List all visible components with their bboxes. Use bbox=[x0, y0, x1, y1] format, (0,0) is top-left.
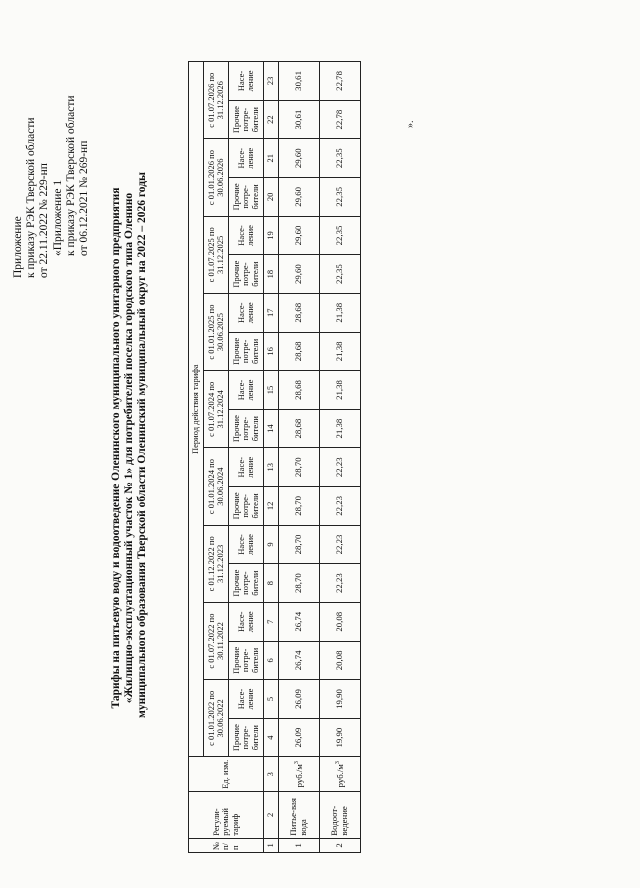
column-number: 15 bbox=[264, 371, 279, 410]
unit-superscript: 3 bbox=[334, 761, 341, 765]
subheader-population: Насе-ление bbox=[229, 293, 264, 332]
table-row bbox=[279, 62, 320, 853]
title-line-2: «Жилищно-эксплуатационный участок № 1» для потребителей поселка городского типа Оленино bbox=[123, 192, 136, 704]
tariff-value: 22,23 bbox=[320, 564, 361, 603]
header-unit: Ед. изм. bbox=[189, 757, 264, 792]
tariff-value: 22,35 bbox=[320, 139, 361, 178]
appendix-old-title: «Приложение 1 bbox=[52, 179, 64, 256]
tariff-value: 22,35 bbox=[320, 216, 361, 255]
subheader-population: Насе-ление bbox=[229, 62, 264, 101]
column-number: 8 bbox=[264, 564, 279, 603]
tariff-value: 19,90 bbox=[320, 718, 361, 757]
tariff-value: 20,08 bbox=[320, 602, 361, 641]
appendix-header-new bbox=[12, 103, 52, 278]
tariff-value: 21,38 bbox=[320, 332, 361, 371]
subheader-population: Насе-ление bbox=[229, 448, 264, 487]
subheader-other-consumers: Прочие потре-бители bbox=[229, 718, 264, 757]
tariff-value: 28,70 bbox=[279, 487, 320, 526]
column-number: 20 bbox=[264, 178, 279, 217]
column-number-row bbox=[264, 62, 279, 853]
column-number: 13 bbox=[264, 448, 279, 487]
tariff-value: 26,09 bbox=[279, 718, 320, 757]
subheader-other-consumers: Прочие потре-бители bbox=[229, 178, 264, 217]
tariff-value: 26,74 bbox=[279, 641, 320, 680]
appendix-date: от 22.11.2022 № 229-нп bbox=[38, 163, 51, 278]
period-row bbox=[204, 62, 229, 853]
title-line-1: Тарифы на питьевую воду и водоотведение Оленинского муниципального унитарного предприятия bbox=[110, 187, 122, 709]
subheader-population: Насе-ление bbox=[229, 602, 264, 641]
appendix-header-old bbox=[52, 46, 92, 256]
tariff-value: 21,38 bbox=[320, 293, 361, 332]
period-header: с 01.07.2024 по 31.12.2024 bbox=[204, 371, 229, 448]
tariff-value: 22,23 bbox=[320, 525, 361, 564]
column-number: 7 bbox=[264, 602, 279, 641]
header-period: Период действия тарифа bbox=[189, 62, 204, 757]
column-number: 22 bbox=[264, 100, 279, 139]
row-number: 1 bbox=[279, 838, 320, 852]
period-header: с 01.07.2025 по 31.12.2025 bbox=[204, 216, 229, 293]
row-unit bbox=[320, 757, 361, 792]
row-unit bbox=[279, 757, 320, 792]
column-number: 6 bbox=[264, 641, 279, 680]
tariff-value: 20,08 bbox=[320, 641, 361, 680]
subheader-other-consumers: Прочие потре-бители bbox=[229, 255, 264, 294]
tariff-value: 22,23 bbox=[320, 448, 361, 487]
column-number: 17 bbox=[264, 293, 279, 332]
subheader-population: Насе-ление bbox=[229, 371, 264, 410]
column-number: 5 bbox=[264, 680, 279, 719]
appendix-old-order: к приказу РЭК Тверской области bbox=[65, 95, 78, 256]
column-number: 23 bbox=[264, 62, 279, 101]
period-header: с 01.01.2026 по 30.06.2026 bbox=[204, 139, 229, 216]
column-number: 1 bbox=[264, 838, 279, 852]
tariff-value: 28,70 bbox=[279, 525, 320, 564]
tariff-value: 22,23 bbox=[320, 487, 361, 526]
table-row bbox=[320, 62, 361, 853]
row-tariff-name: Питье-вая вода bbox=[279, 792, 320, 839]
column-number: 3 bbox=[264, 757, 279, 792]
row-number: 2 bbox=[320, 838, 361, 852]
tariff-value: 22,35 bbox=[320, 178, 361, 217]
subheader-population: Насе-ление bbox=[229, 139, 264, 178]
tariff-value: 28,68 bbox=[279, 371, 320, 410]
closing-quote: ». bbox=[405, 120, 416, 128]
period-header: с 01.01.2024 по 30.06.2024 bbox=[204, 448, 229, 525]
column-number: 2 bbox=[264, 792, 279, 839]
unit-superscript: 3 bbox=[293, 761, 300, 765]
tariff-table bbox=[188, 61, 361, 853]
column-number: 4 bbox=[264, 718, 279, 757]
period-header: с 01.01.2025 по 30.06.2025 bbox=[204, 293, 229, 370]
tariff-value: 29,60 bbox=[279, 216, 320, 255]
period-header: с 01.07.2022 по 30.11.2022 bbox=[204, 602, 229, 679]
tariff-value: 28,68 bbox=[279, 409, 320, 448]
period-header: с 01.01.2022 по 30.06.2022 bbox=[204, 680, 229, 757]
tariff-value: 28,68 bbox=[279, 293, 320, 332]
subheader-population: Насе-ление bbox=[229, 680, 264, 719]
period-header: с 01.07.2026 по 31.12.2026 bbox=[204, 62, 229, 139]
appendix-title: Приложение bbox=[12, 216, 24, 278]
tariff-value: 26,09 bbox=[279, 680, 320, 719]
column-number: 14 bbox=[264, 409, 279, 448]
row-tariff-name: Водоот-ведение bbox=[320, 792, 361, 839]
subheader-other-consumers: Прочие потре-бители bbox=[229, 564, 264, 603]
tariff-value: 28,70 bbox=[279, 448, 320, 487]
tariff-value: 21,38 bbox=[320, 371, 361, 410]
subheader-other-consumers: Прочие потре-бители bbox=[229, 487, 264, 526]
header-number: № п/п bbox=[189, 838, 264, 852]
document-title bbox=[110, 172, 150, 718]
tariff-value: 30,61 bbox=[279, 100, 320, 139]
tariff-value: 29,60 bbox=[279, 139, 320, 178]
tariff-value: 29,60 bbox=[279, 255, 320, 294]
tariff-value: 26,74 bbox=[279, 602, 320, 641]
unit-text: руб./м bbox=[334, 764, 345, 788]
tariff-value: 21,38 bbox=[320, 409, 361, 448]
tariff-value: 22,78 bbox=[320, 100, 361, 139]
subheader-other-consumers: Прочие потре-бители bbox=[229, 409, 264, 448]
tariff-value: 28,68 bbox=[279, 332, 320, 371]
subheader-other-consumers: Прочие потре-бители bbox=[229, 100, 264, 139]
period-header: с 01.12.2022 по 31.12.2023 bbox=[204, 525, 229, 602]
subheader-row bbox=[229, 62, 264, 853]
tariff-value: 22,78 bbox=[320, 62, 361, 101]
subheader-population: Насе-ление bbox=[229, 216, 264, 255]
column-number: 9 bbox=[264, 525, 279, 564]
appendix-order: к приказу РЭК Тверской области bbox=[25, 117, 38, 278]
tariff-value: 30,61 bbox=[279, 62, 320, 101]
subheader-population: Насе-ление bbox=[229, 525, 264, 564]
title-line-3: муниципального образования Тверской области Оленинский муниципальный округ на 2022 – 2026 годы bbox=[136, 172, 149, 718]
tariff-value: 28,70 bbox=[279, 564, 320, 603]
tariff-value: 29,60 bbox=[279, 178, 320, 217]
tariff-value: 19,90 bbox=[320, 680, 361, 719]
column-number: 19 bbox=[264, 216, 279, 255]
column-number: 12 bbox=[264, 487, 279, 526]
column-number: 21 bbox=[264, 139, 279, 178]
column-number: 18 bbox=[264, 255, 279, 294]
appendix-old-date: от 06.12.2021 № 269-нп bbox=[78, 140, 91, 256]
column-number: 16 bbox=[264, 332, 279, 371]
subheader-other-consumers: Прочие потре-бители bbox=[229, 641, 264, 680]
unit-text: руб./м bbox=[293, 764, 304, 788]
subheader-other-consumers: Прочие потре-бители bbox=[229, 332, 264, 371]
header-tariff: Регули-руемый тариф bbox=[189, 792, 264, 839]
tariff-value: 22,35 bbox=[320, 255, 361, 294]
